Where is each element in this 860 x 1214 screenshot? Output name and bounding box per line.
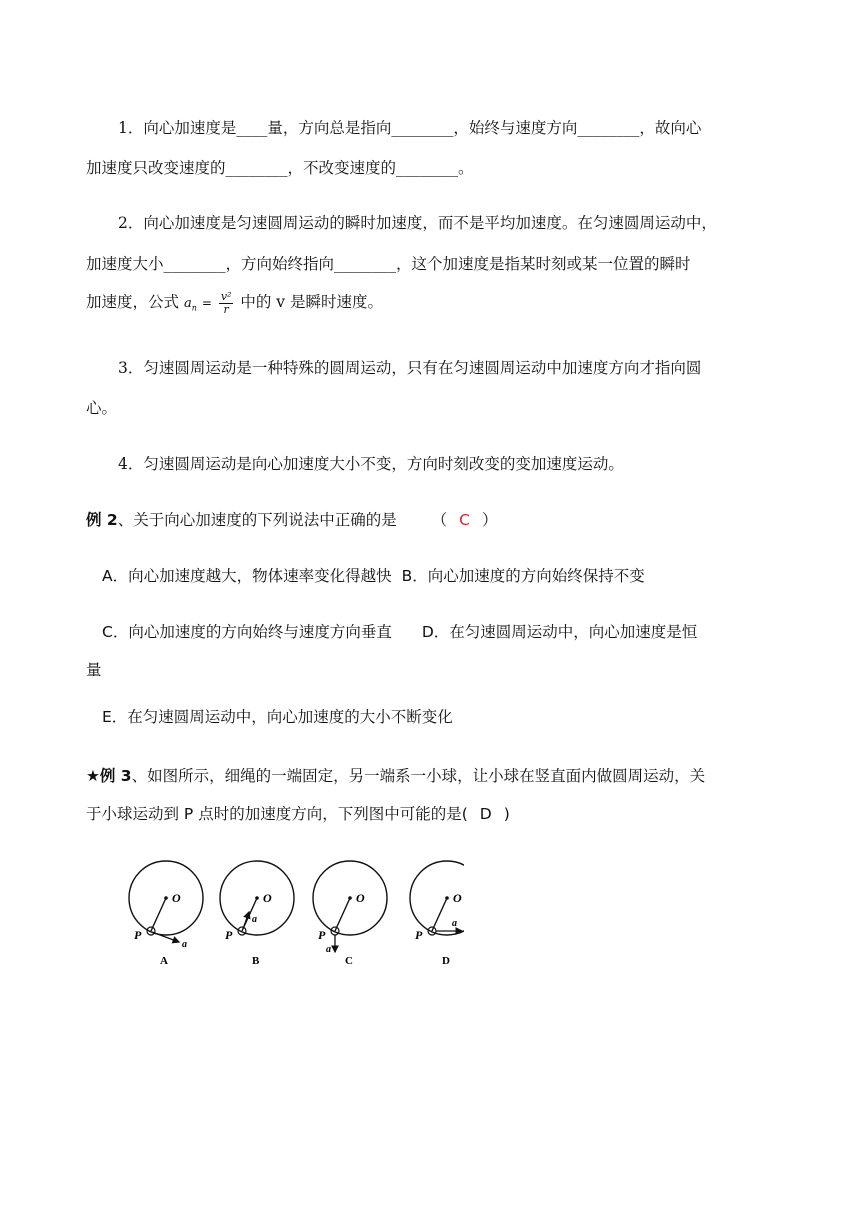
caption-a: A bbox=[160, 955, 168, 967]
label-p-c: P bbox=[318, 928, 326, 942]
caption-d: D bbox=[442, 955, 450, 967]
example-2-option-e: E．在匀速圆周运动中，向心加速度的大小不断变化 bbox=[102, 708, 453, 726]
example-2-label: 例 2 bbox=[86, 511, 118, 529]
label-a-d: a bbox=[452, 918, 457, 929]
paragraph-2-line-2: 加速度大小________，方向始终指向________，这个加速度是指某时刻或某一位置的瞬时 bbox=[86, 255, 691, 273]
paragraph-1-line-1: 1．向心加速度是____量，方向总是指向________，始终与速度方向________，故向心 bbox=[118, 119, 702, 137]
example-2-option-a bbox=[102, 565, 645, 587]
formula-sub: n bbox=[191, 303, 197, 313]
diagram-b bbox=[220, 861, 294, 967]
example-2-paren-open: （ bbox=[431, 511, 448, 529]
label-p-b: P bbox=[225, 928, 233, 942]
example-3-line-1 bbox=[86, 765, 705, 787]
example-3-text: 、如图所示，细绳的一端固定，另一端系一小球，让小球在竖直面内做圆周运动，关 bbox=[131, 767, 706, 785]
example-3-line-2 bbox=[86, 803, 510, 825]
paragraph-1-line-2: 加速度只改变速度的________，不改变速度的________。 bbox=[86, 159, 474, 177]
formula-lhs bbox=[184, 296, 197, 311]
label-o-b: O bbox=[263, 891, 272, 905]
example-3-paren-close: ) bbox=[503, 805, 510, 823]
circular-motion-figure bbox=[124, 858, 464, 973]
formula-intro-text: 加速度，公式 bbox=[86, 293, 180, 311]
formula-numerator: v² bbox=[220, 289, 232, 303]
formula-a: a bbox=[183, 296, 192, 311]
example-2-answer: C bbox=[459, 511, 470, 529]
caption-b: B bbox=[252, 955, 260, 967]
figure-svg bbox=[124, 858, 464, 973]
diagram-d bbox=[410, 861, 464, 967]
star-icon: ★ bbox=[86, 767, 100, 785]
option-c-text: C．向心加速度的方向始终与速度方向垂直 bbox=[102, 623, 392, 641]
paragraph-3-line-1: 3．匀速圆周运动是一种特殊的圆周运动，只有在匀速圆周运动中加速度方向才指向圆 bbox=[118, 359, 702, 377]
label-a-b: a bbox=[252, 914, 257, 925]
example-2-option-d-cont: 量 bbox=[86, 661, 102, 679]
paragraph-2-line-3 bbox=[86, 288, 383, 323]
option-b-text: B．向心加速度的方向始终保持不变 bbox=[401, 567, 645, 585]
label-o-c: O bbox=[356, 891, 365, 905]
label-o-d: O bbox=[453, 891, 462, 905]
example-2-text: 、关于向心加速度的下列说法中正确的是 bbox=[117, 511, 397, 529]
example-3-text-2: 于小球运动到 P 点时的加速度方向，下列图中可能的是( bbox=[86, 805, 468, 823]
label-p-d: P bbox=[415, 928, 423, 942]
label-a-c: a bbox=[326, 944, 331, 955]
formula-equals: = bbox=[201, 296, 212, 310]
formula-explanation-text: 中的 v 是瞬时速度。 bbox=[240, 293, 383, 311]
example-2-question bbox=[86, 509, 498, 531]
example-2-paren-close: ） bbox=[481, 511, 498, 529]
diagram-c bbox=[313, 861, 387, 967]
paragraph-2-line-1: 2．向心加速度是匀速圆周运动的瞬时加速度，而不是平均加速度。在匀速圆周运动中， bbox=[118, 214, 717, 232]
label-p-a: P bbox=[134, 928, 142, 942]
formula-denominator: r bbox=[223, 302, 229, 316]
paragraph-3-line-2: 心。 bbox=[86, 399, 118, 417]
label-a-a: a bbox=[182, 939, 187, 950]
paragraph-4-line-1: 4．匀速圆周运动是向心加速度大小不变，方向时刻改变的变加速度运动。 bbox=[118, 455, 624, 473]
example-3-label: 例 3 bbox=[99, 767, 132, 785]
formula-fraction bbox=[219, 291, 234, 316]
option-a-text: A．向心加速度越大，物体速率变化得越快 bbox=[102, 567, 392, 585]
option-d-text: D．在匀速圆周运动中，向心加速度是恒 bbox=[421, 623, 698, 641]
diagram-a bbox=[129, 861, 203, 967]
caption-c: C bbox=[345, 955, 353, 967]
example-3-answer: D bbox=[479, 805, 492, 823]
example-2-option-c bbox=[102, 621, 697, 643]
label-o-a: O bbox=[172, 891, 181, 905]
